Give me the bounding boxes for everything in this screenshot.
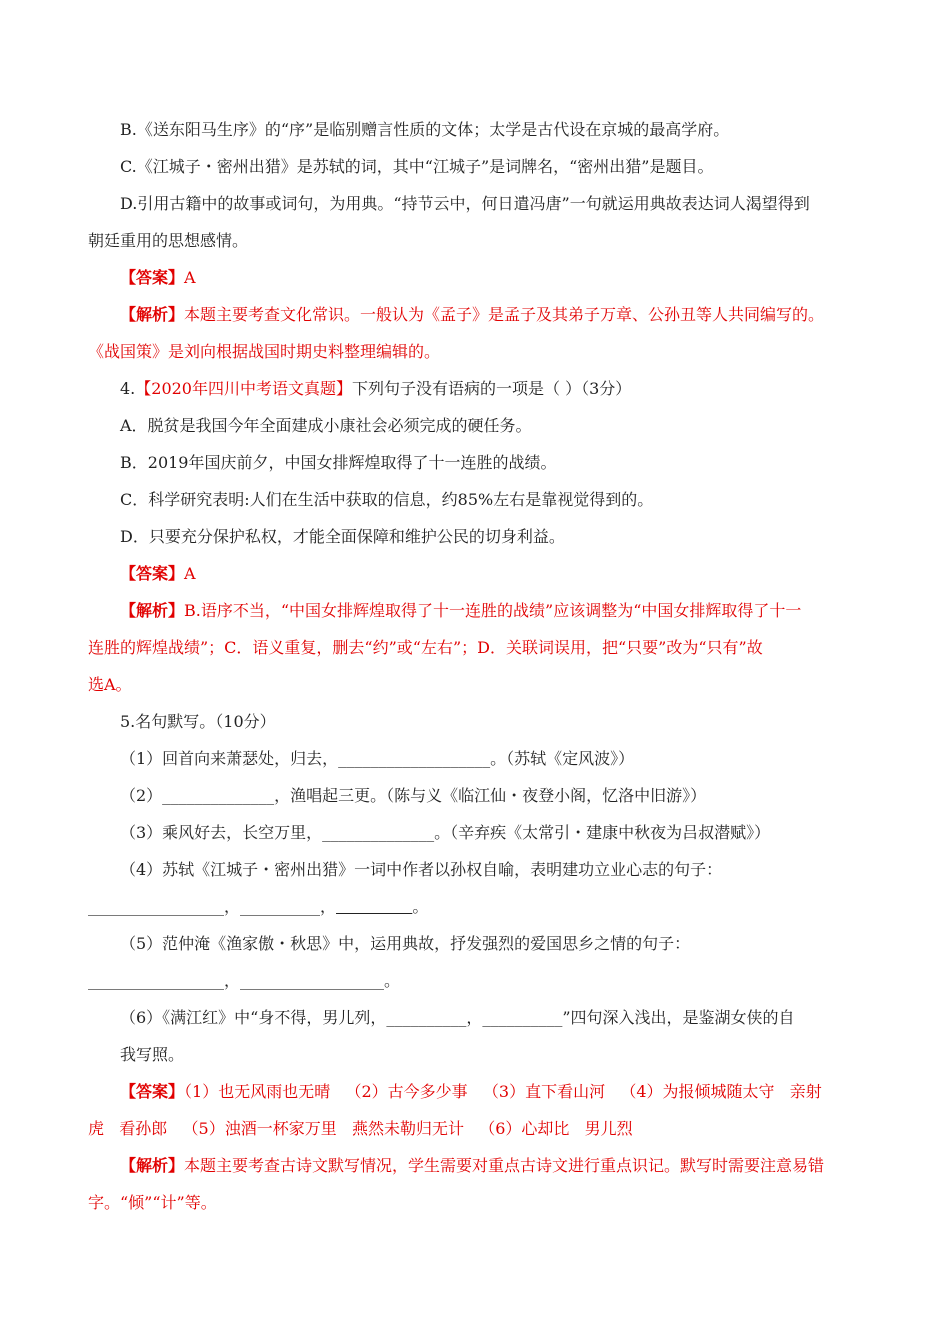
blank-group: _________________，__________， bbox=[88, 897, 337, 916]
question-source: 【2020年四川中考语文真题】 bbox=[135, 379, 352, 398]
q3-option-d-line2: 朝廷重用的思想感情。 bbox=[88, 231, 249, 250]
q5-item-4: （4）苏轼《江城子・密州出猎》一词中作者以孙权自喻，表明建功立业心志的句子： bbox=[120, 860, 723, 879]
q5-analysis-line2: 字。“倾”“计”等。 bbox=[88, 1193, 217, 1212]
analysis-text: 本题主要考查古诗文默写情况，学生需要对重点古诗文进行重点识记。默写时需要注意易错 bbox=[184, 1156, 825, 1175]
q4-analysis-line1 bbox=[120, 601, 801, 621]
q4-analysis-line3: 选A。 bbox=[88, 675, 132, 694]
analysis-text: 本题主要考查文化常识。一般认为《孟子》是孟子及其弟子万章、公孙丑等人共同编写的。 bbox=[184, 305, 825, 324]
answer-label: 【答案】 bbox=[120, 564, 185, 583]
q4-answer bbox=[120, 564, 196, 584]
q4-option-d: D．只要充分保护私权，才能全面保障和维护公民的切身利益。 bbox=[120, 527, 565, 546]
answer-value: A bbox=[184, 564, 196, 583]
q5-item-6-line1: （6）《满江红》中“身不得，男儿列，__________，__________”四句深入浅出，是鉴湖女侠的自 bbox=[120, 1008, 795, 1027]
q4-option-c: C．科学研究表明:人们在生活中获取的信息，约85%左右是靠视觉得到的。 bbox=[120, 490, 654, 509]
q4-option-a: A．脱贫是我国今年全面建成小康社会必须完成的硬任务。 bbox=[120, 416, 532, 435]
question-number: 4. bbox=[120, 379, 136, 398]
q5-item-1: （1）回首向来萧瑟处，归去，___________________。（苏轼《定风波》） bbox=[120, 749, 635, 768]
q3-option-d-line1: D.引用古籍中的故事或词句，为用典。“持节云中，何日遣冯唐”一句就运用典故表达词人渴望得到 bbox=[120, 194, 810, 213]
analysis-label: 【解析】 bbox=[120, 601, 185, 620]
q5-item-6-line2: 我写照。 bbox=[120, 1045, 185, 1064]
q5-answer-line2: 虎 看孙郎 （5）浊酒一杯家万里 燕然未勒归无计 （6）心却比 男儿烈 bbox=[88, 1119, 633, 1138]
q3-analysis-line2: 《战国策》是刘向根据战国时期史料整理编辑的。 bbox=[88, 342, 441, 361]
q5-analysis-line1 bbox=[120, 1156, 824, 1176]
analysis-label: 【解析】 bbox=[120, 1156, 185, 1175]
q4-analysis-line2: 连胜的辉煌战绩”；C．语义重复，删去“约”或“左右”；D．关联词误用，把“只要”改为“只有”故 bbox=[88, 638, 763, 657]
q5-answer-line1 bbox=[120, 1082, 822, 1102]
q4-stem bbox=[120, 379, 631, 399]
q3-option-c: C.《江城子・密州出猎》是苏轼的词，其中“江城子”是词牌名，“密州出猎”是题目。 bbox=[120, 157, 714, 176]
analysis-text: B.语序不当，“中国女排辉煌取得了十一连胜的战绩”应该调整为“中国女排辉取得了十一 bbox=[184, 601, 802, 620]
answer-value: A bbox=[184, 268, 196, 287]
q3-answer bbox=[120, 268, 196, 288]
q5-item-2: （2）______________，渔唱起三更。（陈与义《临江仙・夜登小阁，忆洛中旧游》） bbox=[120, 786, 707, 805]
answer-label: 【答案】 bbox=[120, 1082, 185, 1101]
q5-item-5-blanks: _________________，__________________。 bbox=[88, 971, 401, 990]
question-stem: 下列句子没有语病的一项是（ ）（3分） bbox=[352, 379, 632, 398]
q3-analysis-line1 bbox=[120, 305, 824, 325]
q5-item-4-blanks bbox=[88, 897, 428, 917]
q5-item-3: （3）乘风好去，长空万里，______________。（辛弃疾《太常引・建康中秋夜为吕叔潜赋》） bbox=[120, 823, 771, 842]
q5-stem: 5.名句默写。（10分） bbox=[120, 712, 276, 731]
q5-item-5: （5）范仲淹《渔家傲・秋思》中，运用典故，抒发强烈的爱国思乡之情的句子： bbox=[120, 934, 691, 953]
answer-label: 【答案】 bbox=[120, 268, 185, 287]
blank-line bbox=[336, 897, 412, 916]
answer-text: （1）也无风雨也无晴 （2）古今多少事 （3）直下看山河 （4）为报倾城随太守 亲射 bbox=[184, 1082, 822, 1101]
analysis-label: 【解析】 bbox=[120, 305, 185, 324]
q3-option-b: B.《送东阳马生序》的“序”是临别赠言性质的文体；太学是古代设在京城的最高学府。 bbox=[120, 120, 730, 139]
blank-end: 。 bbox=[412, 897, 429, 916]
q4-option-b: B．2019年国庆前夕，中国女排辉煌取得了十一连胜的战绩。 bbox=[120, 453, 557, 472]
